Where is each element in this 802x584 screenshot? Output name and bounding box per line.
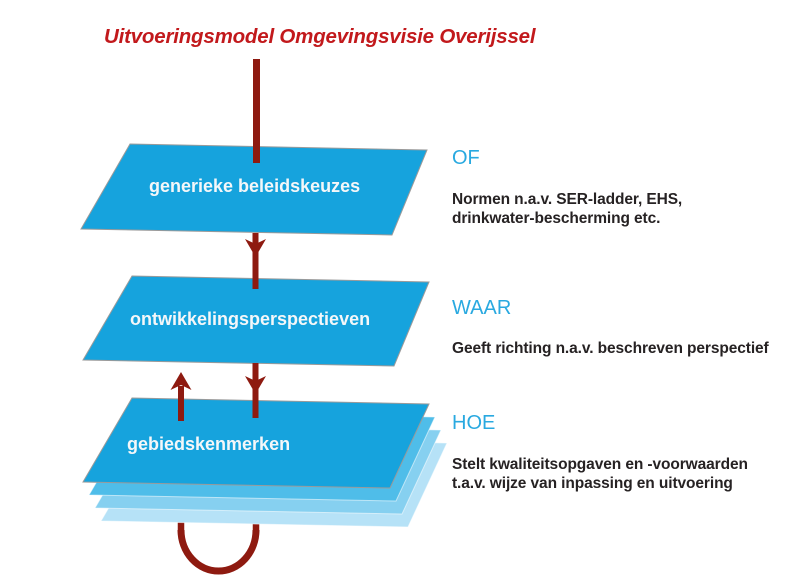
desc-of-line-1: Normen n.a.v. SER-ladder, EHS, — [452, 191, 683, 208]
label-gebiedskenmerken: gebiedskenmerken — [127, 434, 291, 454]
desc-hoe-line-2: t.a.v. wijze van inpassing en uitvoering — [452, 475, 733, 492]
tag-hoe: HOE — [452, 412, 496, 434]
label-generieke-beleidskeuzes: generieke beleidskeuzes — [149, 176, 361, 196]
desc-waar-line-1: Geeft richting n.a.v. beschreven perspectief — [452, 340, 769, 357]
desc-hoe-line-1: Stelt kwaliteitsopgaven en -voorwaarden — [452, 456, 748, 473]
label-ontwikkelingsperspectieven: ontwikkelingsperspectieven — [130, 309, 371, 329]
tag-of: OF — [452, 147, 480, 169]
tag-waar: WAAR — [452, 297, 512, 319]
desc-of-line-2: drinkwater-bescherming etc. — [452, 210, 661, 227]
loop-arc — [181, 530, 256, 571]
page-title: Uitvoeringsmodel Omgevingsvisie Overijssel — [104, 25, 536, 48]
